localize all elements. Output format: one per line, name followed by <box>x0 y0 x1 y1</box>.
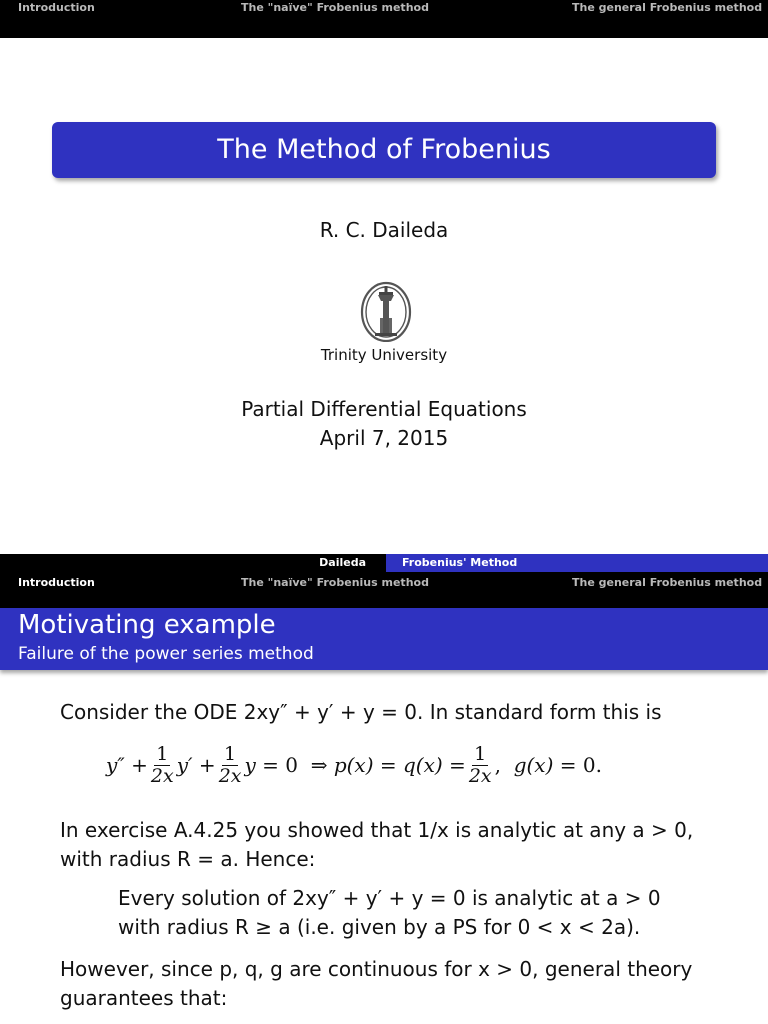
paragraph-exercise-line2: with radius R = a. Hence: <box>60 847 316 871</box>
block-statement-line2: with radius R ≥ a (i.e. given by a PS for 0 < x < 2a). <box>118 915 641 939</box>
frame-subtitle: Failure of the power series method <box>18 644 314 664</box>
content-slide <box>0 548 768 1024</box>
infobar-author <box>0 554 386 572</box>
institution-name: Trinity University <box>320 346 448 364</box>
presentation-date: April 7, 2015 <box>319 426 449 450</box>
infobar-author-label: Daileda <box>319 556 366 569</box>
infobar-title-label: Frobenius' Method <box>402 556 518 569</box>
paragraph-intro: Consider the ODE 2xy″ + y′ + y = 0. In standard form this is <box>60 700 662 724</box>
infobar-short-title <box>386 554 768 572</box>
paragraph-however-line2: guarantees that: <box>60 986 228 1010</box>
nav-general-frobenius[interactable]: The general Frobenius method <box>572 1 763 14</box>
paragraph-exercise-line1: In exercise A.4.25 you showed that 1/x is analytic at any a > 0, <box>60 818 694 842</box>
standard-form-equation: y″ + $\frac{1}{2x}$ y′ + $\frac{1}{2x}$ y = 0 ⇒ p(x) = q(x) = $\frac{1}{2x}$ , g(x) = 0. <box>106 742 602 787</box>
course-name: Partial Differential Equations <box>241 397 527 421</box>
block-statement-line1: Every solution of 2xy″ + y′ + y = 0 is analytic at a > 0 <box>118 886 661 910</box>
header-infobar <box>0 554 768 572</box>
university-seal-logo <box>358 278 414 342</box>
paragraph-however-line1: However, since p, q, g are continuous for x > 0, general theory <box>60 957 693 981</box>
frame-title: Motivating example <box>18 610 276 640</box>
nav-naive-frobenius[interactable]: The "naïve" Frobenius method <box>241 576 429 589</box>
nav-introduction[interactable]: Introduction <box>18 576 95 589</box>
section-navbar <box>0 0 768 38</box>
author-name: R. C. Daileda <box>319 218 449 242</box>
nav-general-frobenius[interactable]: The general Frobenius method <box>572 576 763 589</box>
section-navbar <box>0 572 768 608</box>
frame-title-bar <box>0 608 768 670</box>
nav-introduction[interactable]: Introduction <box>18 1 95 14</box>
nav-naive-frobenius[interactable]: The "naïve" Frobenius method <box>241 1 429 14</box>
presentation-title: The Method of Frobenius <box>52 122 716 178</box>
